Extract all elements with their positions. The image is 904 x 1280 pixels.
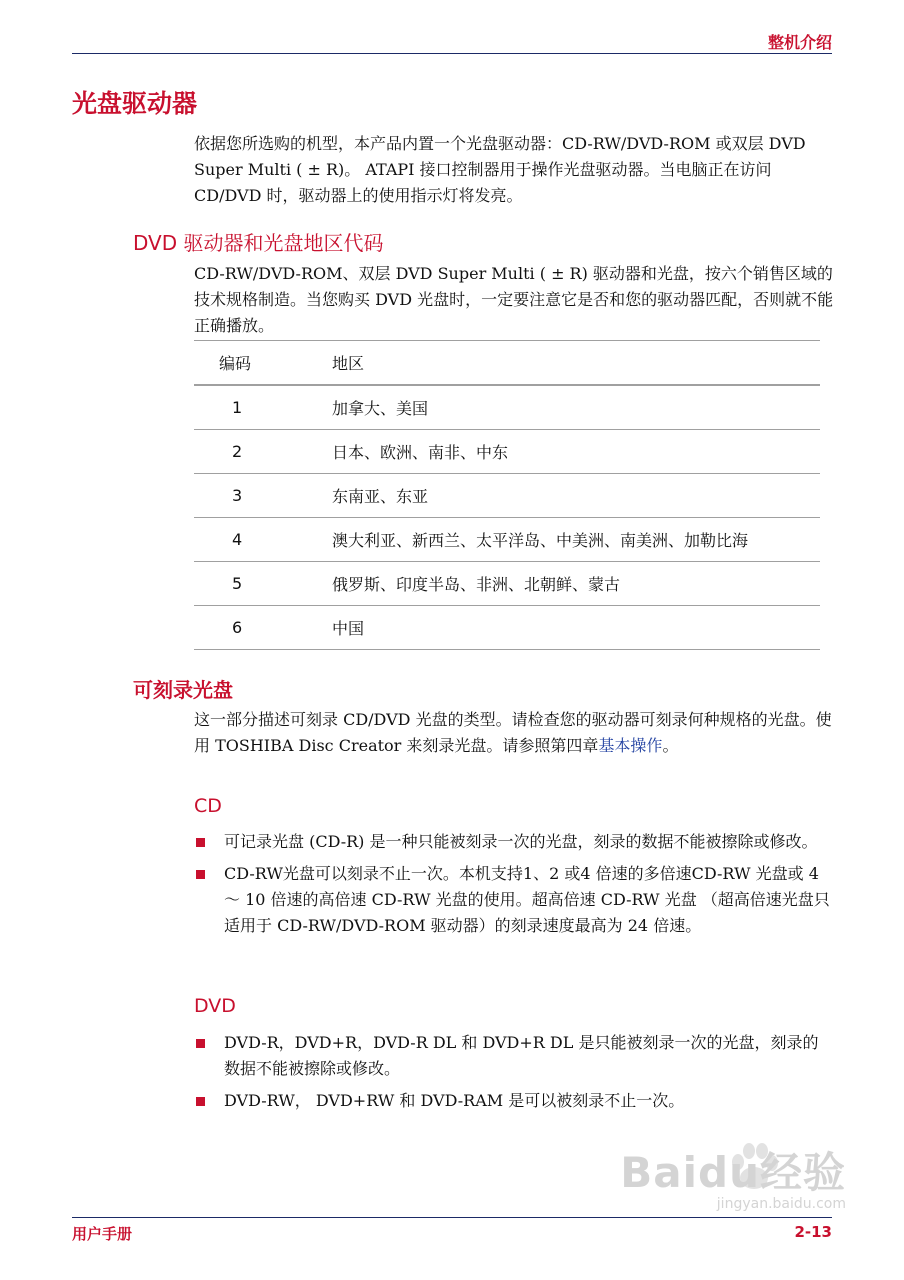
list-item-text: DVD-RW， DVD+RW 和 DVD-RAM 是可以被刻录不止一次。	[224, 1091, 685, 1110]
region-code-heading: DVD 驱动器和光盘地区代码	[133, 231, 384, 255]
writable-disc-paragraph	[194, 707, 834, 759]
table-row	[194, 474, 820, 518]
footer-rule	[72, 1217, 832, 1218]
table-row	[194, 385, 820, 430]
bullet-square-icon	[196, 870, 205, 879]
bullet-square-icon	[196, 1039, 205, 1048]
region-code-cell: 6	[194, 606, 332, 650]
header-section-title: 整机介绍	[767, 33, 832, 52]
baidu-watermark	[620, 1140, 846, 1212]
list-item-text: 可记录光盘 (CD-R) 是一种只能被刻录一次的光盘，刻录的数据不能被擦除或修改。	[224, 832, 818, 851]
region-name-cell: 俄罗斯、印度半岛、非洲、北朝鲜、蒙古	[332, 562, 820, 606]
table-row	[194, 562, 820, 606]
region-name-cell: 中国	[332, 606, 820, 650]
region-name-cell: 加拿大、美国	[332, 385, 820, 430]
region-name-cell: 东南亚、东亚	[332, 474, 820, 518]
region-code-table	[194, 340, 820, 650]
table-header-row	[194, 341, 820, 386]
region-name-cell: 澳大利亚、新西兰、太平洋岛、中美洲、南美洲、加勒比海	[332, 518, 820, 562]
list-item	[194, 829, 834, 855]
intro-paragraph: 依据您所选购的机型，本产品内置一个光盘驱动器：CD-RW/DVD-ROM 或双层 DVD Super Multi ( ± R)。 ATAPI 接口控制器用于操作光盘驱动器。当电脑正在访问 CD/DVD 时，驱动器上的使用指示灯将发亮。	[194, 134, 806, 205]
region-code-cell: 4	[194, 518, 332, 562]
bullet-square-icon	[196, 838, 205, 847]
list-item-text: DVD-R，DVD+R，DVD-R DL 和 DVD+R DL 是只能被刻录一次的光盘，刻录的数据不能被擦除或修改。	[224, 1033, 819, 1078]
header-rule	[72, 53, 832, 54]
region-code-cell: 5	[194, 562, 332, 606]
writable-disc-text-end: 。	[662, 736, 679, 755]
column-header-region: 地区	[332, 341, 820, 386]
basic-operations-link[interactable]: 基本操作	[598, 736, 663, 755]
region-code-cell: 2	[194, 430, 332, 474]
region-code-cell: 3	[194, 474, 332, 518]
footer-manual-title: 用户手册	[72, 1225, 133, 1243]
bullet-square-icon	[196, 1097, 205, 1106]
list-item	[194, 1030, 834, 1082]
writable-disc-text: 这一部分描述可刻录 CD/DVD 光盘的类型。请检查您的驱动器可刻录何种规格的光盘。使用 TOSHIBA Disc Creator 来刻录光盘。请参照第四章	[194, 710, 832, 755]
list-item-text: CD-RW光盘可以刻录不止一次。本机支持1、2 或4 倍速的多倍速CD-RW 光盘或 4 ～ 10 倍速的高倍速 CD-RW 光盘的使用。超高倍速 CD-RW 光盘 （超高倍速光盘只适用于 CD-RW/DVD-ROM 驱动器）的刻录速度最高为 24 倍速。	[224, 864, 830, 935]
watermark-brand: Baidu经验	[620, 1148, 846, 1197]
table-row	[194, 518, 820, 562]
dvd-heading: DVD	[194, 995, 236, 1017]
watermark-url: jingyan.baidu.com	[716, 1196, 846, 1212]
page-title: 光盘驱动器	[72, 89, 198, 118]
cd-list	[194, 829, 834, 945]
list-item	[194, 1088, 834, 1114]
cd-heading: CD	[194, 795, 222, 817]
table-row	[194, 430, 820, 474]
region-code-cell: 1	[194, 385, 332, 430]
dvd-list	[194, 1030, 834, 1120]
region-name-cell: 日本、欧洲、南非、中东	[332, 430, 820, 474]
region-code-paragraph: CD-RW/DVD-ROM、双层 DVD Super Multi ( ± R) 驱动器和光盘，按六个销售区域的技术规格制造。当您购买 DVD 光盘时，一定要注意它是否和您的驱动器匹配，否则就不能正确播放。	[194, 264, 834, 335]
column-header-code: 编码	[194, 341, 332, 386]
list-item	[194, 861, 834, 939]
writable-disc-heading: 可刻录光盘	[133, 678, 233, 702]
table-row	[194, 606, 820, 650]
footer-page-number: 2-13	[794, 1223, 832, 1241]
